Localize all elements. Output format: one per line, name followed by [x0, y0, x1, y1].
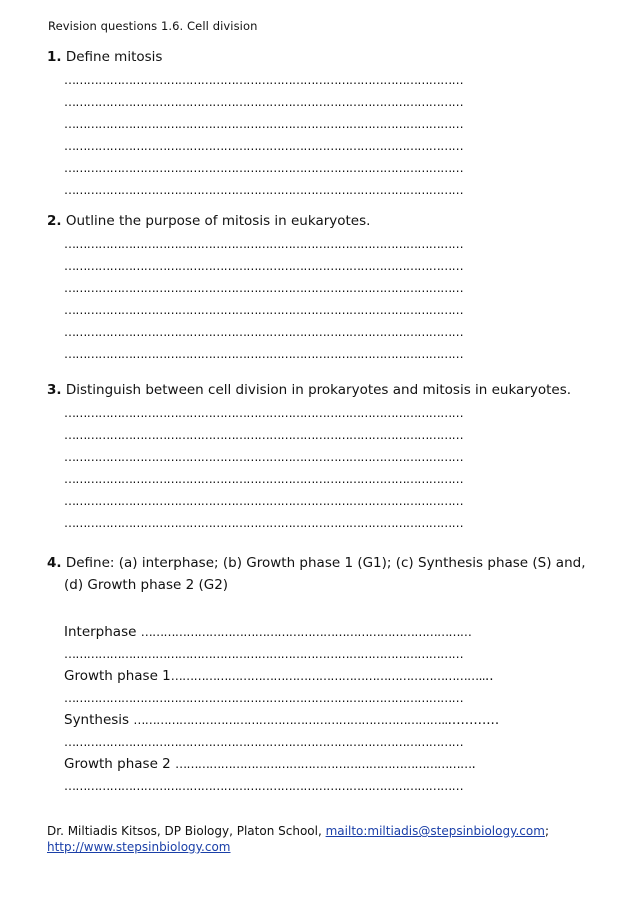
answer-line[interactable]: ……………………………………………………………………………………………: [64, 183, 464, 197]
field-dots-tail: ..: [485, 668, 494, 684]
field-dots: ……………………………………………………………………: [175, 757, 472, 771]
answer-line[interactable]: ……………………………………………………………………………………………: [64, 259, 464, 273]
field-dots-tail: ............: [447, 712, 500, 728]
question-4: [47, 554, 586, 573]
question-2: [47, 212, 370, 231]
field-dots: ………………………………………………………………………..: [170, 669, 486, 683]
question-number: 4.: [47, 555, 62, 571]
answer-line[interactable]: ……………………………………………………………………………………………: [64, 691, 464, 705]
field-label: Growth phase 1: [64, 668, 171, 684]
answer-line[interactable]: ……………………………………………………………………………………………: [64, 303, 464, 317]
field-growth-phase-1[interactable]: [64, 666, 494, 686]
footer-email-link[interactable]: mailto:miltiadis@stepsinbiology.com: [325, 824, 545, 838]
footer-separator: ;: [544, 824, 549, 838]
question-number: 2.: [47, 213, 62, 229]
answer-line[interactable]: ……………………………………………………………………………………………: [64, 647, 464, 661]
question-1: [47, 48, 162, 67]
field-synthesis[interactable]: [64, 710, 499, 730]
page-footer: [47, 823, 549, 855]
field-dots: ………………………………………………………………………..: [133, 713, 448, 727]
field-dots: ……………………………………………………………………………: [140, 625, 472, 639]
field-label: Growth phase 2: [64, 756, 171, 772]
answer-line[interactable]: ……………………………………………………………………………………………: [64, 161, 464, 175]
field-interphase[interactable]: [64, 622, 471, 642]
question-text: Outline the purpose of mitosis in eukaryotes.: [65, 213, 371, 229]
answer-line[interactable]: ……………………………………………………………………………………………: [64, 95, 464, 109]
field-label: Synthesis: [64, 712, 130, 728]
answer-line[interactable]: ……………………………………………………………………………………………: [64, 347, 464, 361]
answer-line[interactable]: ……………………………………………………………………………………………: [64, 406, 464, 420]
answer-line[interactable]: ……………………………………………………………………………………………: [64, 779, 464, 793]
footer-website-link[interactable]: http://www.stepsinbiology.com: [47, 840, 231, 854]
field-growth-phase-2[interactable]: [64, 754, 476, 774]
answer-line[interactable]: ……………………………………………………………………………………………: [64, 117, 464, 131]
answer-line[interactable]: ……………………………………………………………………………………………: [64, 237, 464, 251]
answer-line[interactable]: ……………………………………………………………………………………………: [64, 281, 464, 295]
footer-author: Dr. Miltiadis Kitsos, DP Biology, Platon School,: [47, 824, 322, 838]
field-label: Interphase: [64, 624, 137, 640]
question-number: 1.: [47, 49, 62, 65]
field-dots-tail: .: [471, 756, 476, 772]
question-text: Define mitosis: [65, 49, 163, 65]
question-number: 3.: [47, 382, 62, 398]
question-text: Distinguish between cell division in prokaryotes and mitosis in eukaryotes.: [65, 382, 572, 398]
question-4-continuation: (d) Growth phase 2 (G2): [64, 577, 229, 593]
answer-line[interactable]: ……………………………………………………………………………………………: [64, 73, 464, 87]
answer-line[interactable]: ……………………………………………………………………………………………: [64, 428, 464, 442]
answer-line[interactable]: ……………………………………………………………………………………………: [64, 450, 464, 464]
answer-line[interactable]: ……………………………………………………………………………………………: [64, 139, 464, 153]
question-text: Define: (a) interphase; (b) Growth phase 1 (G1); (c) Synthesis phase (S) and,: [65, 555, 586, 571]
page-header: Revision questions 1.6. Cell division: [48, 19, 258, 33]
question-3: [47, 381, 571, 400]
answer-line[interactable]: ……………………………………………………………………………………………: [64, 494, 464, 508]
answer-line[interactable]: ……………………………………………………………………………………………: [64, 516, 464, 530]
answer-line[interactable]: ……………………………………………………………………………………………: [64, 735, 464, 749]
answer-line[interactable]: ……………………………………………………………………………………………: [64, 325, 464, 339]
answer-line[interactable]: ……………………………………………………………………………………………: [64, 472, 464, 486]
